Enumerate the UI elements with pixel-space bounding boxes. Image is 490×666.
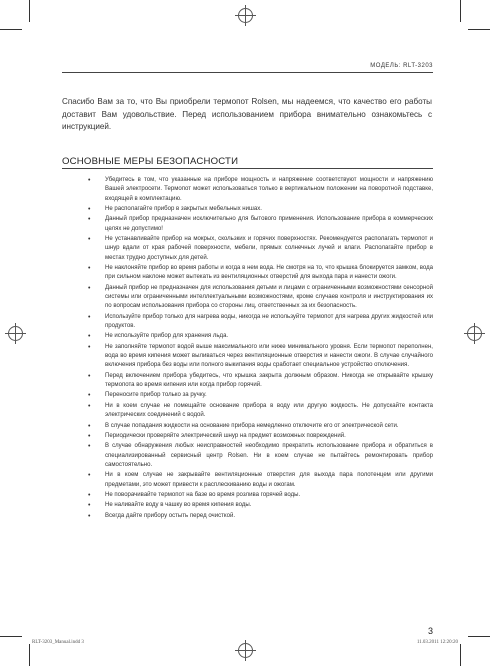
model-label: МОДЕЛЬ: RLT-3203	[370, 63, 433, 69]
list-item: • Используйте прибор только для нагрева воды, никогда не используйте термопот для нагрева других жидкостей или продуктов.	[105, 313, 433, 332]
crop-mark	[468, 636, 490, 637]
page-number: 3	[427, 626, 433, 636]
crop-mark	[29, 644, 30, 666]
registration-mark-icon	[8, 326, 23, 341]
intro-paragraph: Спасибо Вам за то, что Вы приобрели термопот Rolsen, мы надеемся, что качество его работы доставит Вам удовольствие. Перед использованием прибора внимательно ознакомьтесь с инструкцией.	[62, 97, 432, 131]
crop-mark	[0, 29, 22, 30]
list-item: • Перед включением прибора убедитесь, что крышка закрыта должным образом. Никогда не открывайте крышку термопота во время кипения или когда прибор горячий.	[105, 372, 433, 391]
list-item: • Не располагайте прибор в закрытых мебельных нишах.	[105, 205, 433, 214]
list-item: • Не поворачивайте термопот на базе во время розлива горячей воды.	[105, 491, 433, 500]
list-item: • Не наливайте воду в чашку во время кипения воды.	[105, 501, 433, 510]
list-item: • Всегда дайте прибору остыть перед очисткой.	[105, 512, 433, 521]
safety-list	[105, 176, 433, 522]
crop-mark	[29, 0, 30, 22]
crop-mark	[460, 0, 461, 22]
list-item: • В случае обнаружения любых неисправностей необходимо прекратить использование прибора и обратиться в специализированный сервисный центр Rolsen. Ни в коем случае не пытайтесь ремонтировать прибор самостоятельно.	[105, 442, 433, 470]
registration-mark-icon	[238, 643, 253, 658]
list-item: • Ни в коем случае не закрывайте вентиляционные отверстия для выхода пара полотенцем или другими предметами, это может привести к расплескиванию воды и ожогам.	[105, 471, 433, 490]
crop-mark	[460, 644, 461, 666]
list-item: • Не наклоняйте прибор во время работы и когда в нем вода. Не смотря на то, что крышка блокируется замком, вода при сильном наклоне может вытекать из вентиляционных отверстий для выхода пара и нанести ожоги.	[105, 264, 433, 283]
print-slug-timestamp: 11.03.2011 12:20:20	[416, 640, 458, 645]
registration-mark-icon	[467, 326, 482, 341]
list-item: • Данный прибор предназначен исключительно для бытового применения. Использование прибора в коммерческих целях не допустимо!	[105, 215, 433, 234]
list-item: • Данный прибор не предназначен для использования детьми и лицами с ограниченными возможностями сенсорной системы или ограниченными интеллектуальными возможностями, кроме случаев контроля и инструктирования их по вопросам использования прибора со стороны лиц, ответственных за их безопасность.	[105, 284, 433, 312]
list-item: • Не используйте прибор для хранения льда.	[105, 332, 433, 341]
list-item: • В случае попадания жидкости на основание прибора немедленно отключите его от электрической сети.	[105, 422, 433, 431]
section-divider	[62, 168, 433, 169]
crop-mark	[468, 29, 490, 30]
crop-mark	[0, 636, 22, 637]
list-item: • Периодически проверяйте электрический шнур на предмет возможных повреждений.	[105, 432, 433, 441]
registration-mark-icon	[238, 8, 253, 23]
print-slug-file: RLT-3203_Manual.indd 3	[32, 640, 84, 645]
header-divider	[62, 72, 433, 73]
list-item: • Убедитесь в том, что указанные на приборе мощность и напряжение соответствуют мощности и напряжению Вашей электросети. Термопот может использоваться только в вертикальном положении на поворотной подставке, входящей в комплектацию.	[105, 176, 433, 204]
list-item: • Ни в коем случае не помещайте основание прибора в воду или другую жидкость. Не допускайте контакта электрических соединений с водой.	[105, 402, 433, 421]
section-heading: ОСНОВНЫЕ МЕРЫ БЕЗОПАСНОСТИ	[62, 156, 239, 167]
list-item: • Не устанавливайте прибор на мокрых, скользких и горячих поверхностях. Рекомендуется располагать термопот и шнур вдали от края рабочей поверхности, мебели, прямых солнечных лучей и влаги. Располагайте прибор в местах трудно доступных для детей.	[105, 235, 433, 263]
list-item: • Не заполняйте термопот водой выше максимального или ниже минимального уровня. Если термопот переполнен, вода во время кипения может выливаться через вентиляционные отверстия и нанести ожоги. В случае случайного включения прибора без воды или полного выкипания воды сработает специальное устройство отключения.	[105, 343, 433, 371]
list-item: • Переносите прибор только за ручку.	[105, 391, 433, 400]
